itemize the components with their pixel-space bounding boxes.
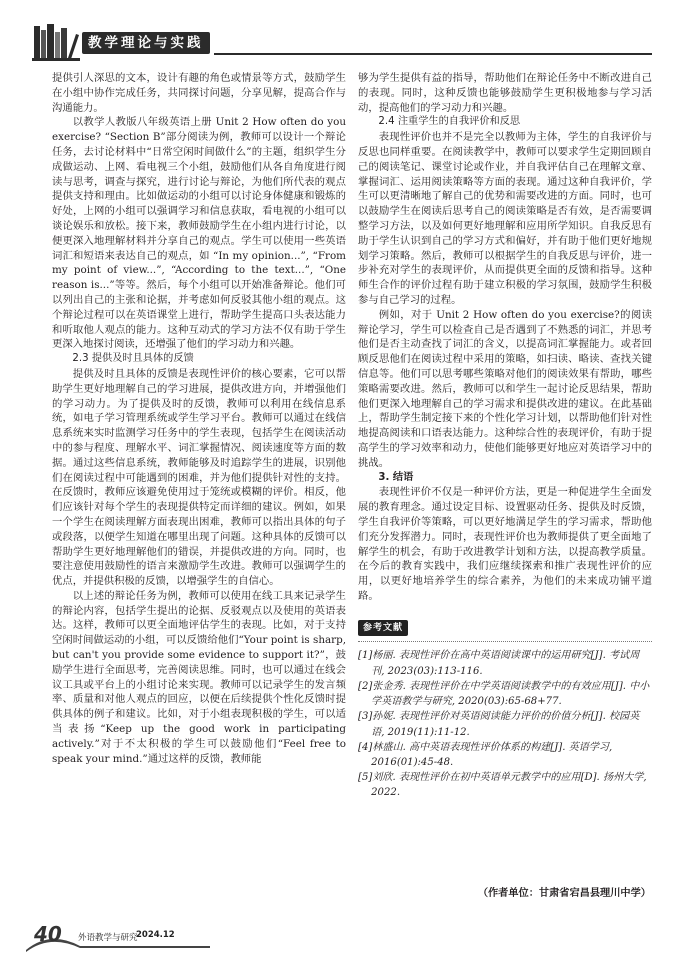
page-number: 40 bbox=[34, 922, 62, 946]
journal-issue: 2024.12 bbox=[136, 930, 175, 940]
reference-item: [5]刘欣. 表现性评价在初中英语单元教学中的应用[D]. 扬州大学, 2022. bbox=[358, 772, 647, 799]
reference-item: [1]杨丽. 表现性评价在高中英语阅读课中的运用研究[J]. 考试周刊, 2023(03):113-116. bbox=[358, 650, 640, 677]
paragraph: 提供及时且具体的反馈是表现性评价的核心要素，它可以帮助学生更好地理解自己的学习进展，提供改进方向，并增强他们的学习动力。为了提供及时的反馈，教师可以利用在线信息系统，如电子学习管理系统或学生学习平台。教师可以通过在线信息系统来实时监测学习任务中的学生表现，包括学生在阅读活动中的参与程度、理解水平、词汇掌握情况、阅读速度等方面的数据。通过这些信息系统，教师能够及时追踪学生的进展，识别他们在阅读过程中可能遇到的困难，并为他们提供针对性的支持。在反馈时，教师应该避免使用过于笼统或模糊的评价。相反，他们应该针对每个学生的表现提供特定而详细的建议。例如，如果一个学生在阅读理解方面表现出困难，教师可以指出具体的句子或段落，以便学生知道在哪里出现了问题。这种具体的反馈可以帮助学生更好地理解他们的错误，并提供改进的方向。同时，也要注意使用鼓励性的语言来激励学生改进。教师可以强调学生的优点，并提供积极的反馈，以增强学生的自信心。 bbox=[52, 367, 346, 588]
section-heading: 2.3 提供及时且具体的反馈 bbox=[72, 353, 194, 365]
paragraph: 以教学人教版八年级英语上册 Unit 2 How often do you exercise? “Section B”部分阅读为例，教师可以设计一个辩论任务，去讨论材料中“日常空闲时间做什么”的主题，组织学生分成做运动、上网、看电视三个小组，鼓励他们从各自角度进行阅读与思考，调查与探究，进行讨论与辩论，为他们所代表的观点提供支持和理由。比如做运动的小组可以讨论身体健康和锻炼的好处，上网的小组可以强调学习和信息获取，看电视的小组可以谈论娱乐和放松。接下来，教师鼓励学生在小组内进行讨论，以便更深入地理解材料并分享自己的观点。学生可以使用一些英语词汇和短语来表达自己的观点，如 “In my opinion...”, “From my point of view...”, “According to the text...”, “One reason is...”等等。然后，每个小组可以开始准备辩论。他们可以列出自己的主张和论据，并考虑如何反驳其他小组的观点。这个辩论过程可以在英语课堂上进行，帮助学生提高口头表达能力和听取他人观点的能力。这种互动式的学习方法不仅有助于学生更深入地探讨阅读，还增强了他们的学习动力和兴趣。 bbox=[52, 116, 346, 351]
references-title: 参考文献 bbox=[358, 620, 408, 637]
bookshelf-emblem-icon bbox=[32, 22, 80, 62]
page-footer bbox=[20, 920, 660, 970]
reference-item: [2]张金秀. 表现性评价在中学英语阅读教学中的有效应用[J]. 中小学英语教学与研究, 2020(03):65-68+77. bbox=[358, 680, 650, 708]
page-header bbox=[32, 22, 652, 62]
paragraph: 表现性评价也并不是完全以教师为主体，学生的自我评价与反思也同样重要。在阅读教学中，教师可以要求学生定期回顾自己的阅读笔记、课堂讨论或作业，并自我评估自己在理解文章、掌握词汇、运用阅读策略等方面的表现。通过这种自我评价，学生可以更清晰地了解自己的优势和需要改进的方面。同时，也可以鼓励学生在阅读后思考自己的阅读策略是否有效，是否需要调整学习方法，以及如何更好地理解和应用所学知识。自我反思有助于学生认识到自己的学习方式和偏好，并有助于他们更好地规划学习策略。然后，教师可以根据学生的自我反思与评价，进一步补充对学生的表现评价，从而提供更全面的反馈和指导。这种师生合作的评价过程有助于建立积极的学习氛围，鼓励学生积极参与自己学习的过程。 bbox=[358, 131, 652, 306]
section-tag: 教学理论与实践 bbox=[82, 32, 210, 54]
journal-name: 外语教学与研究 bbox=[78, 933, 138, 943]
paragraph: 够为学生提供有益的指导，帮助他们在辩论任务中不断改进自己的表现。同时，这种反馈也能够鼓励学生更积极地参与学习活动，提高他们的学习动力和兴趣。 bbox=[358, 72, 652, 114]
paragraph: 提供引人深思的文本，设计有趣的角色或情景等方式，鼓励学生在小组中协作完成任务，共同探讨问题，分享见解，提高合作与沟通能力。 bbox=[52, 72, 346, 114]
right-column bbox=[358, 71, 652, 801]
paragraph: 表现性评价不仅是一种评价方法，更是一种促进学生全面发展的教育理念。通过设定目标、设置驱动任务、提供及时反馈，学生自我评价等策略，可以更好地满足学生的学习需求，帮助他们充分发挥潜力。同时，表现性评价也为教师提供了更全面地了解学生的机会，有助于改进教学计划和方法，以提高教学质量。在今后的教育实践中，我们应继续探索和推广表现性评价的应用，以更好地培养学生的综合素养，为他们的未来成功铺平道路。 bbox=[358, 486, 652, 602]
header-rule bbox=[214, 53, 652, 55]
reference-item: [3]孙妮. 表现性评价对英语阅读能力评价的价值分析[J]. 校园英语, 2019(11):11-12. bbox=[358, 711, 640, 738]
references-divider bbox=[358, 641, 652, 642]
author-unit: （作者单位：甘肃省宕昌县理川中学） bbox=[477, 888, 651, 899]
section-heading: 3. 结语 bbox=[378, 471, 414, 483]
left-column bbox=[52, 71, 346, 766]
paragraph: 例如，对于 Unit 2 How often do you exercise?的阅读辩论学习，学生可以检查自己是否遇到了不熟悉的词汇，并思考他们是否主动查找了词汇的含义，以提高词汇掌握能力。或者回顾反思他们在阅读过程中采用的策略，如扫读、略读、查找关键信息等。他们可以思考哪些策略对他们的阅读效果有帮助，哪些策略需要改进。然后，教师可以和学生一起讨论反思结果，帮助他们更深入地理解自己的学习需求和提供改进的建议。在此基础上，帮助学生制定接下来的个性化学习计划，以帮助他们针对性地提高阅读和口语表达能力。这种综合性的表现评价，有助于提高学生的学习效率和动力，使他们能够更好地应对英语学习中的挑战。 bbox=[358, 308, 652, 469]
reference-item: [4]林盛山. 高中英语表现性评价体系的构建[J]. 英语学习, 2016(01):45-48. bbox=[358, 741, 613, 768]
section-heading: 2.4 注重学生的自我评价和反思 bbox=[378, 116, 521, 128]
paragraph: 以上述的辩论任务为例，教师可以使用在线工具来记录学生的辩论内容，包括学生提出的论据、反驳观点以及使用的英语表达。这样，教师可以更全面地评估学生的表现。比如，对于支持空闲时间做运动的小组，可以反馈给他们“Your point is sharp, but can't you provide some evidence to support it?”，鼓励学生进行全面思考，完善阅读思维。同时，也可以通过在线会议工具或平台上的小组讨论来实现。教师可以记录学生的发言频率、质量和对他人观点的回应，以便在后续提供个性化反馈时提供具体的例子和建议。比如，对于小组表现积极的学生，可以适当表扬“Keep up the good work in participating actively.”对于不太积极的学生可以鼓励他们“Feel free to speak your mind.”通过这样的反馈，教师能 bbox=[52, 589, 346, 765]
references bbox=[358, 620, 652, 801]
